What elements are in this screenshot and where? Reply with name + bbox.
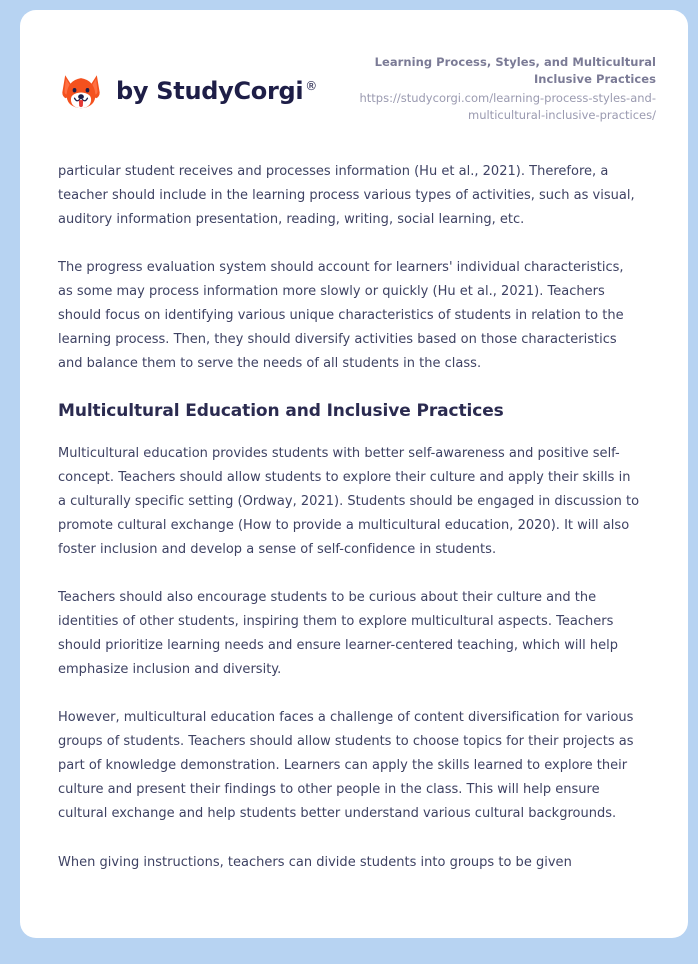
brand-wordmark-text: by StudyCorgi [116,76,304,105]
document-url[interactable]: https://studycorgi.com/learning-process-styles-and-multicultural-inclusive-practices/ [359,91,656,123]
section-heading: Multicultural Education and Inclusive Practices [58,401,504,422]
registered-mark-icon: ® [305,78,317,93]
paragraph: The progress evaluation system should account for learners' individual characteristics, as some may process information more slowly or quickly (Hu et al., 2021). Teachers should focus on identifying various unique characteristics of students in relation to the learning process. Then, they should diversify activities based on those characteristics and balance them to serve the needs of all students in the class. [58,259,624,372]
paragraph: particular student receives and processes information (Hu et al., 2021). Therefore, a teacher should include in the learning process various types of activities, such as visual, auditory information presentation, reading, writing, social learning, etc. [58,163,635,227]
brand-wordmark [116,77,317,105]
document-body [20,160,688,875]
corgi-logo-icon [58,68,104,114]
brand-lockup [58,68,317,114]
paragraph: However, multicultural education faces a challenge of content diversification for various groups of students. Teachers should allow students to choose topics for their projects as part of knowledge demonstration. Learners can apply the skills learned to explore their culture and present their findings to other people in the class. This will help ensure cultural exchange and help students better understand various cultural backgrounds. [58,710,634,822]
paragraph-truncated: When giving instructions, teachers can divide students into groups to be given [58,854,572,870]
paragraph: Multicultural education provides students with better self-awareness and positive self-concept. Teachers should allow students to explore their culture and apply their skills in a culturally specific setting (Ordway, 2021). Students should be engaged in discussion to promote cultural exchange (How to provide a multicultural education, 2020). It will also foster inclusion and develop a sense of self-confidence in students. [58,445,640,558]
header-meta [326,54,656,124]
document-title: Learning Process, Styles, and Multicultural Inclusive Practices [374,55,656,86]
document-header [20,10,688,124]
document-page [20,10,688,938]
paragraph: Teachers should also encourage students to be curious about their culture and the identities of other students, inspiring them to explore multicultural aspects. Teachers should prioritize learning needs and ensure learner-centered teaching, which will help emphasize inclusion and diversity. [58,590,619,678]
